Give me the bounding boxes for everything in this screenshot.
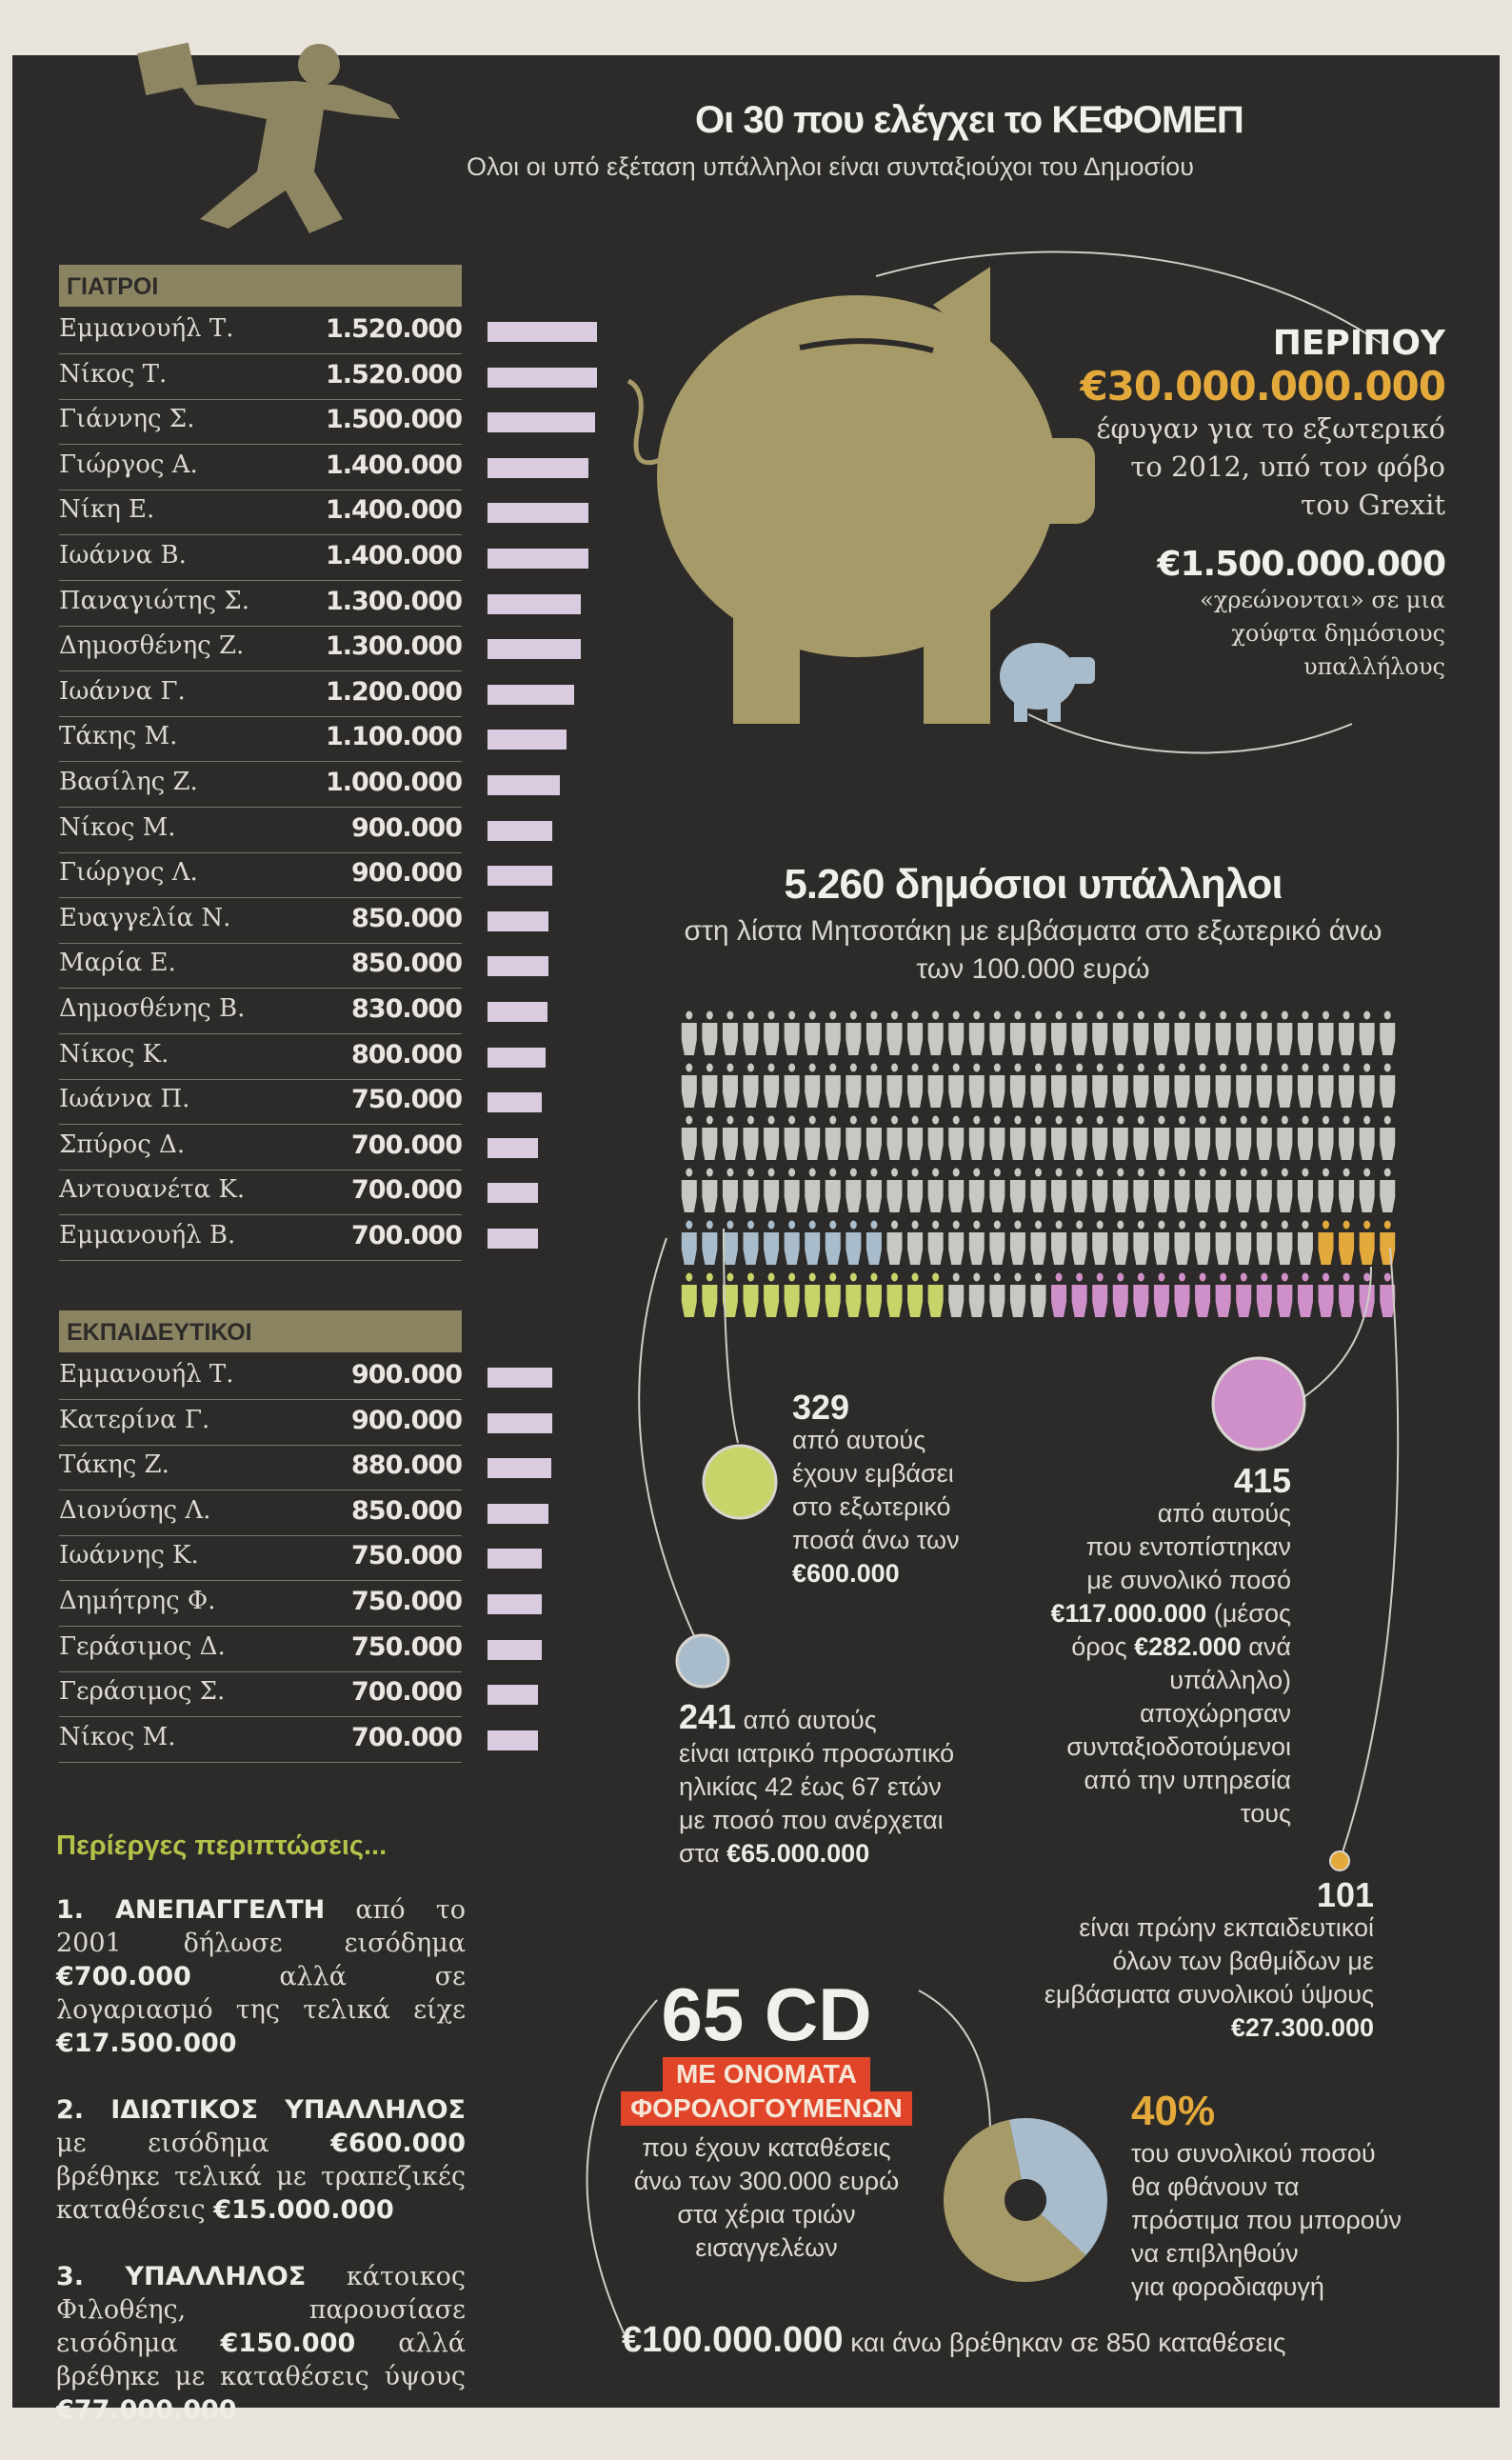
amount: 750.000 xyxy=(351,1085,462,1115)
person-name: Σπύρος Δ. xyxy=(59,1130,186,1159)
case-highlight: 2. ΙΔΙΩΤΙΚΟΣ ΥΠΑΛΛΗΛΟΣ xyxy=(56,2095,466,2125)
case-text: αλλά σε λογαριασμό της τελικά είχε xyxy=(56,1962,466,2025)
outflow-line: του Grexit xyxy=(1301,489,1445,521)
stat-amount: €117.000.000 xyxy=(1050,1599,1207,1628)
person-name: Δημοσθένης Ζ. xyxy=(59,631,245,661)
amount: 1.500.000 xyxy=(325,405,462,435)
person-name: Γεράσιμος Δ. xyxy=(59,1631,226,1661)
outflow-line: έφυγαν για το εξωτερικό xyxy=(1096,412,1445,445)
fines-line: να επιβληθούν xyxy=(1131,2239,1299,2268)
case-highlight: €700.000 xyxy=(56,1962,191,1991)
stat-line: στο εξωτερικό xyxy=(792,1492,951,1521)
stat-line: τους xyxy=(1240,1799,1291,1828)
employees-subtitle-line: στη λίστα Μητσοτάκη με εμβάσματα στο εξωτερικό άνω xyxy=(684,915,1383,947)
stat-line: από αυτούς xyxy=(792,1426,926,1454)
stat-line: ποσά άνω των xyxy=(792,1526,960,1554)
stat-329 xyxy=(792,1390,960,1590)
case-text: με εισόδημα xyxy=(56,2129,331,2158)
amount: 900.000 xyxy=(351,1405,462,1435)
fines-percent: 40% xyxy=(1131,2088,1216,2134)
case-highlight: 3. ΥΠΑΛΛΗΛΟΣ xyxy=(56,2262,307,2291)
amount: 1.520.000 xyxy=(325,359,462,390)
amount: 850.000 xyxy=(351,903,462,933)
amount: 1.520.000 xyxy=(325,314,462,344)
stat-average: €282.000 xyxy=(1134,1632,1242,1661)
approx-label: ΠΕΡΙΠΟΥ xyxy=(1272,324,1445,363)
employees-title: 5.260 δημόσιοι υπάλληλοι xyxy=(784,861,1283,908)
person-name: Ιωάννα Γ. xyxy=(59,676,186,706)
stat-line: έχουν εμβάσει xyxy=(792,1459,954,1488)
person-name: Νίκος Μ. xyxy=(59,1722,176,1751)
case-highlight: €150.000 xyxy=(220,2329,356,2358)
person-name: Νίκος Τ. xyxy=(59,359,168,389)
amount: 900.000 xyxy=(351,1360,462,1390)
charged-amount: €1.500.000.000 xyxy=(1157,545,1445,584)
footer-amount: €100.000.000 xyxy=(622,2320,844,2360)
person-name: Μαρία Ε. xyxy=(59,949,176,978)
amount: 1.400.000 xyxy=(325,541,462,570)
page-subtitle: Ολοι οι υπό εξέταση υπάλληλοι είναι συνταξιούχοι του Δημοσίου xyxy=(467,152,1194,181)
circle-415 xyxy=(1213,1358,1304,1450)
amount: 900.000 xyxy=(351,858,462,889)
charged-line: «χρεώνονται» σε μια xyxy=(1200,587,1445,613)
amount: 700.000 xyxy=(351,1130,462,1160)
amount: 700.000 xyxy=(351,1722,462,1752)
amount: 850.000 xyxy=(351,1495,462,1526)
amount: 850.000 xyxy=(351,949,462,979)
person-name: Γιώργος Α. xyxy=(59,450,198,479)
case-highlight: €15.000.000 xyxy=(213,2195,394,2225)
cds-line: που έχουν καταθέσεις xyxy=(642,2133,891,2162)
outflow-line: το 2012, υπό τον φόβο xyxy=(1130,450,1445,483)
case-text: από το 2001 δήλωσε εισόδημα xyxy=(56,1895,467,1958)
cds-block xyxy=(590,1971,943,2265)
stat-101 xyxy=(1044,1875,1374,2045)
footer-note xyxy=(622,2320,1285,2361)
amount: 800.000 xyxy=(351,1039,462,1070)
stat-text: στα xyxy=(679,1839,727,1868)
person-name: Εμμανουήλ Τ. xyxy=(59,314,234,343)
cds-title: 65 CD xyxy=(661,1972,872,2056)
stat-text: όρος xyxy=(1071,1632,1135,1661)
stat-line: υπάλληλο) xyxy=(1169,1666,1291,1694)
amount: 750.000 xyxy=(351,1541,462,1571)
cds-badge-line: ΦΟΡΟΛΟΓΟΥΜΕΝΩΝ xyxy=(621,2091,912,2126)
fines-line: πρόστιμα που μπορούν xyxy=(1131,2206,1402,2234)
stat-line: αποχώρησαν xyxy=(1140,1699,1291,1728)
stat-text: από αυτούς xyxy=(736,1706,877,1734)
case-highlight: 1. ΑΝΕΠΑΓΓΕΛΤΗ xyxy=(56,1895,326,1925)
person-name: Εμμανουήλ Τ. xyxy=(59,1360,234,1389)
stat-line: όλων των βαθμίδων με xyxy=(1112,1947,1374,1975)
amount: 700.000 xyxy=(351,1175,462,1206)
cases-title: Περίεργες περιπτώσεις... xyxy=(56,1830,388,1861)
case-highlight: €77.000.000 xyxy=(56,2395,237,2425)
case-text: κάτοικος Φιλοθέης, παρουσίασε εισόδημα xyxy=(56,2262,466,2358)
cds-badge-line: ΜΕ ΟΝΟΜΑΤΑ xyxy=(663,2057,870,2091)
person-name: Νίκος Μ. xyxy=(59,812,176,842)
stat-line: συνταξιοδοτούμενοι xyxy=(1066,1732,1291,1761)
person-name: Αντουανέτα Κ. xyxy=(59,1175,246,1205)
teachers-header: ΕΚΠΑΙΔΕΥΤΙΚΟΙ xyxy=(59,1310,462,1352)
stat-line: που εντοπίστηκαν xyxy=(1085,1532,1291,1561)
employees-subtitle-line: των 100.000 ευρώ xyxy=(916,953,1150,985)
person-name: Γιώργος Λ. xyxy=(59,858,198,888)
person-name: Δημήτρης Φ. xyxy=(59,1587,216,1615)
amount: 1.200.000 xyxy=(325,676,462,707)
person-name: Τάκης Ζ. xyxy=(59,1450,169,1480)
person-name: Γιάννης Σ. xyxy=(59,405,195,434)
case-highlight: €17.500.000 xyxy=(56,2029,237,2058)
circle-241 xyxy=(677,1635,728,1687)
circle-101 xyxy=(1330,1851,1349,1870)
amount: 700.000 xyxy=(351,1221,462,1250)
person-name: Βασίλης Ζ. xyxy=(59,768,198,796)
person-name: Γεράσιμος Σ. xyxy=(59,1677,226,1707)
amount: 750.000 xyxy=(351,1631,462,1662)
doctors-header: ΓΙΑΤΡΟΙ xyxy=(59,265,462,307)
person-name: Διονύσης Λ. xyxy=(59,1495,211,1525)
stat-line: ηλικίας 42 έως 67 ετών xyxy=(679,1772,942,1801)
amount: 750.000 xyxy=(351,1587,462,1616)
person-name: Ιωάννα Π. xyxy=(59,1085,190,1114)
stat-text: ανά xyxy=(1241,1632,1291,1661)
amount: 880.000 xyxy=(351,1450,462,1481)
stat-line: είναι ιατρικό προσωπικό xyxy=(679,1739,955,1768)
stat-number: 415 xyxy=(1233,1461,1291,1500)
person-name: Ιωάννα Β. xyxy=(59,541,187,570)
stat-number: 241 xyxy=(679,1697,737,1736)
page-title: Οι 30 που ελέγχει το ΚΕΦΟΜΕΠ xyxy=(695,99,1243,141)
person-name: Δημοσθένης Β. xyxy=(59,994,246,1023)
fines-line: θα φθάνουν τα xyxy=(1131,2172,1300,2201)
cds-line: εισαγγελέων xyxy=(695,2233,838,2262)
stat-241 xyxy=(679,1697,955,1870)
amount: 1.300.000 xyxy=(325,631,462,662)
fines-donut-chart xyxy=(940,2114,1111,2286)
stat-line: από αυτούς xyxy=(1157,1499,1291,1528)
person-name: Νίκος Κ. xyxy=(59,1039,169,1069)
stat-line: εμβάσματα συνολικού ύψους xyxy=(1044,1980,1374,2009)
stat-amount: €27.300.000 xyxy=(1230,2013,1374,2042)
fines-block xyxy=(1131,2086,1402,2304)
circle-329 xyxy=(704,1446,776,1518)
stat-line: είναι πρώην εκπαιδευτικοί xyxy=(1079,1913,1374,1942)
stat-line: από την υπηρεσία xyxy=(1084,1766,1291,1794)
case-highlight: €600.000 xyxy=(330,2129,466,2158)
amount: 1.100.000 xyxy=(325,722,462,752)
amount: 1.400.000 xyxy=(325,495,462,526)
cds-line: στα χέρια τριών xyxy=(677,2200,856,2229)
case-text: βρέθηκε τελικά με τραπεζικές καταθέσεις xyxy=(56,2162,466,2225)
amount: 1.400.000 xyxy=(325,450,462,480)
person-name: Ιωάννης Κ. xyxy=(59,1541,199,1570)
person-name: Παναγιώτης Σ. xyxy=(59,586,249,615)
amount: 1.300.000 xyxy=(325,586,462,616)
person-name: Νίκη Ε. xyxy=(59,495,155,525)
stat-text: (μέσος xyxy=(1206,1599,1291,1628)
person-name: Εμμανουήλ Β. xyxy=(59,1221,236,1250)
amount: 1.000.000 xyxy=(325,768,462,797)
fines-line: του συνολικού ποσού xyxy=(1131,2139,1376,2168)
amount: 900.000 xyxy=(351,812,462,843)
case-text: αλλά βρέθηκε με καταθέσεις ύψους xyxy=(56,2329,466,2391)
stat-415 xyxy=(1050,1461,1291,1830)
footer-text: και άνω βρέθηκαν σε 850 καταθέσεις xyxy=(843,2328,1286,2357)
stat-number: 101 xyxy=(1316,1875,1374,1914)
person-name: Τάκης Μ. xyxy=(59,722,178,751)
person-name: Ευαγγελία Ν. xyxy=(59,903,231,932)
amount: 830.000 xyxy=(351,994,462,1024)
stat-number: 329 xyxy=(792,1388,850,1427)
stat-amount: €65.000.000 xyxy=(726,1839,870,1868)
person-name: Κατερίνα Γ. xyxy=(59,1405,210,1434)
stat-line: με ποσό που ανέρχεται xyxy=(679,1806,944,1834)
stat-amount: €600.000 xyxy=(792,1559,900,1588)
amount: 700.000 xyxy=(351,1677,462,1708)
cds-line: άνω των 300.000 ευρώ xyxy=(633,2167,900,2195)
fines-line: για φοροδιαφυγή xyxy=(1131,2272,1324,2301)
outflow-amount: €30.000.000.000 xyxy=(1080,363,1445,410)
charged-line: χούφτα δημόσιους xyxy=(1231,620,1445,647)
charged-line: υπαλλήλους xyxy=(1303,653,1445,680)
stat-line: με συνολικό ποσό xyxy=(1086,1566,1291,1594)
